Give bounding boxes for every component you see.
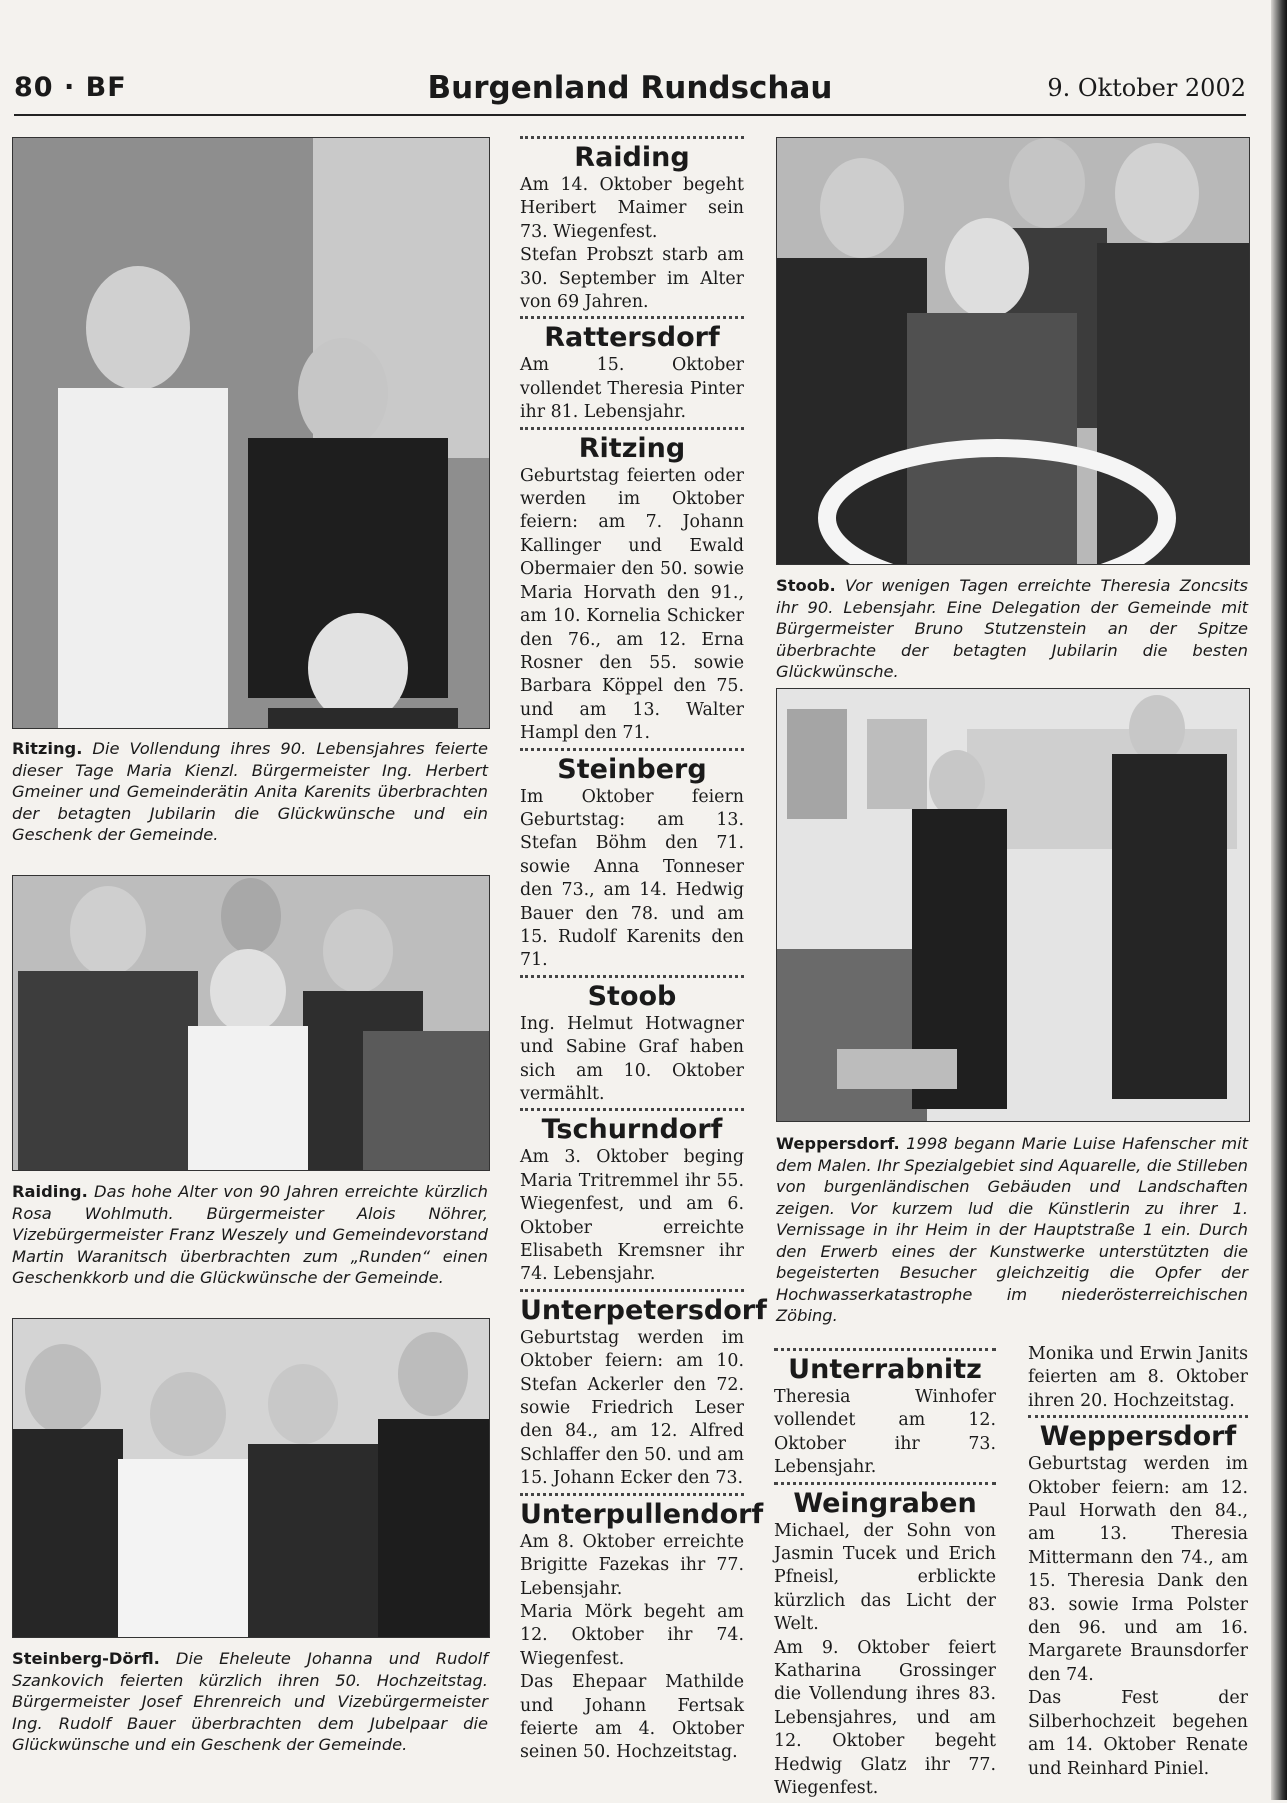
section-weingraben: [774, 1482, 996, 1801]
right-column-b: [1028, 1343, 1248, 1783]
section-body: [520, 1146, 744, 1286]
section-paragraph: Am 3. Oktober beging Maria Tritremmel ihr 55. Wiegenfest, und am 6. Oktober erreichte Elisabeth Kremsner ihr 74. Lebensjahr.: [520, 1147, 744, 1285]
section-paragraph: Im Oktober feiern Geburtstag: am 13. Stefan Böhm den 71. sowie Anna Tonneser den 73., am 14. Hedwig Bauer den 78. und am 15. Rudolf Karenits den 71.: [520, 786, 744, 971]
section-paragraph: Geburtstag werden im Oktober feiern: am 10. Stefan Ackerler den 72. sowie Friedrich Leser den 84., am 12. Alfred Schlaffer den 50. und am 15. Johann Ecker den 73.: [520, 1327, 744, 1489]
section-title: Ritzing: [578, 432, 686, 464]
section-paragraph: Geburtstag werden im Oktober feiern: am 12. Paul Horwath den 84., am 13. Theresia Mittermann den 74., am 15. Theresia Dank den 83. sowie Irma Polster den 96. und am 16. Margarete Braunsdorfer den 74.: [1028, 1454, 1248, 1685]
section-body: [774, 1520, 996, 1801]
caption-text: 1998 begann Marie Luise Hafenscher mit dem Malen. Ihr Spezialgebiet sind Aquarelle, die Stilleben von burgenländischen Gebäuden und Landschaften zeigen. Vor kurzem lud die Künstlerin zu ihrer 1. Vernissage in ihr Heim in der Hauptstraße 1 ein. Durch den Erwerb eines der Kunstwerke unterstützten die begeisterten Besucher gleichzeitig die Opfer der Hochwasserkatastrophe im niederösterreichischen Zöbing.: [776, 1134, 1248, 1325]
section-body: [520, 465, 744, 746]
caption-place: Raiding.: [12, 1182, 88, 1201]
page-header: [14, 70, 1246, 116]
caption-place: Steinberg-Dörfl.: [12, 1649, 160, 1668]
section-tschurndorf: [520, 1108, 744, 1286]
section-paragraph: Das Fest der Silberhochzeit begehen am 14. Oktober Renate und Reinhard Piniel.: [1028, 1688, 1248, 1779]
section-paragraph: Ing. Helmut Hotwagner und Sabine Graf haben sich am 10. Oktober vermählt.: [520, 1013, 744, 1104]
section-paragraph: Michael, der Sohn von Jasmin Tucek und Erich Pfneisl, erblickte kürzlich das Licht der Welt.: [774, 1520, 996, 1635]
section-title: Steinberg: [557, 753, 707, 785]
caption-place: Weppersdorf.: [776, 1134, 900, 1153]
caption-steinberg-doerfl: [12, 1648, 488, 1756]
section-body: [520, 354, 744, 424]
dotted-divider: [520, 1108, 744, 1111]
dotted-divider: [774, 1482, 996, 1485]
section-stoob: [520, 975, 744, 1107]
section-ritzing: [520, 427, 744, 746]
right-column-a: [774, 1348, 996, 1803]
section-body: [1028, 1453, 1248, 1781]
dotted-divider: [520, 427, 744, 430]
section-paragraph: Am 15. Oktober vollendet Theresia Pinter ihr 81. Lebensjahr.: [520, 355, 744, 423]
caption-place: Stoob.: [776, 576, 836, 595]
section-title: Weppersdorf: [1039, 1421, 1237, 1453]
section-unterpullendorf: [520, 1493, 764, 1765]
section-title: Weingraben: [793, 1487, 977, 1519]
section-body: [520, 1013, 744, 1107]
caption-ritzing: [12, 738, 488, 846]
middle-column: [520, 136, 767, 1767]
section-title: Unterpetersdorf: [520, 1294, 767, 1326]
section-unterpetersdorf: [520, 1289, 767, 1491]
dotted-divider: [520, 1493, 744, 1496]
section-paragraph: Am 8. Oktober erreichte Brigitte Fazekas ihr 77. Lebensjahr.: [520, 1531, 744, 1599]
section-body: [774, 1386, 996, 1480]
dotted-divider: [1028, 1415, 1248, 1418]
dotted-divider: [774, 1348, 996, 1351]
section-raiding: [520, 136, 744, 314]
section-body: [520, 786, 744, 973]
photo-weppersdorf: [776, 688, 1250, 1122]
photo-stoob: [776, 137, 1250, 565]
section-paragraph: Stefan Probszt starb am 30. September im Alter von 69 Jahren.: [520, 245, 744, 313]
section-steinberg: [520, 748, 744, 973]
caption-text: Das hohe Alter von 90 Jahren erreichte kürzlich Rosa Wohlmuth. Bürgermeister Alois Nöhrer, Vizebürgermeister Franz Weszely und Gemeindevorstand Martin Waranitsch überbrachten zum „Runden“ einen Geschenkkorb und die Glückwünsche der Gemeinde.: [12, 1182, 488, 1287]
photo-steinberg-doerfl: [12, 1318, 490, 1638]
page-section-label: 80 · BF: [14, 72, 127, 103]
section-weppersdorf: [1028, 1415, 1248, 1781]
janits-anniversary-text: Monika und Erwin Janits feierten am 8. Oktober ihren 20. Hochzeitstag.: [1028, 1344, 1248, 1411]
page-edge: [1271, 0, 1287, 1800]
caption-text: Die Eheleute Johanna und Rudolf Szankovich feierten kürzlich ihren 50. Hochzeitstag. Bürgermeister Josef Ehrenreich und Vizebürgermeister Ing. Rudolf Bauer überbrachten dem Jubelpaar die Glückwünsche und ein Geschenk der Gemeinde.: [12, 1649, 488, 1754]
section-body: [520, 1327, 744, 1491]
dotted-divider: [520, 1289, 744, 1292]
newspaper-title: Burgenland Rundschau: [427, 70, 833, 106]
section-paragraph: Das Ehepaar Mathilde und Johann Fertsak feierte am 4. Oktober seinen 50. Hochzeitstag.: [520, 1672, 744, 1763]
photo-raiding: [12, 875, 490, 1171]
dotted-divider: [520, 316, 744, 319]
section-title: Rattersdorf: [544, 322, 720, 354]
dotted-divider: [520, 748, 744, 751]
section-paragraph: Am 14. Oktober begeht Heribert Maimer sein 73. Wiegenfest.: [520, 175, 744, 242]
section-paragraph: Am 9. Oktober feiert Katharina Grossinger die Vollendung ihres 83. Lebensjahres, und am 12. Oktober begeht Hedwig Glatz ihr 77. Wiegenfest.: [774, 1637, 996, 1799]
caption-text: Die Vollendung ihres 90. Lebensjahres feierte dieser Tage Maria Kienzl. Bürgermeister Ing. Herbert Gmeiner und Gemeinderätin Anita Karenits überbrachten der betagten Jubilarin die Glückwünsche und ein Geschenk der Gemeinde.: [12, 739, 488, 844]
caption-weppersdorf: [776, 1133, 1248, 1327]
section-title: Tschurndorf: [541, 1114, 723, 1146]
issue-date: 9. Oktober 2002: [1047, 74, 1246, 102]
section-rattersdorf: [520, 316, 744, 424]
dotted-divider: [520, 975, 744, 978]
section-paragraph: Geburtstag feierten oder werden im Oktober feiern: am 7. Johann Kallinger und Ewald Obermaier den 50. sowie Maria Horvath den 91., am 10. Kornelia Schicker den 76., am 12. Erna Rosner den 55. sowie Barbara Köppel den 75. und am 13. Walter Hampl den 71.: [520, 465, 744, 744]
caption-stoob: [776, 575, 1248, 683]
section-title: Unterpullendorf: [520, 1498, 764, 1530]
section-title: Unterrabnitz: [788, 1354, 982, 1385]
section-body: [520, 174, 744, 314]
section-title: Raiding: [574, 142, 690, 173]
section-title: Stoob: [587, 980, 677, 1012]
caption-text: Vor wenigen Tagen erreichte Theresia Zoncsits ihr 90. Lebensjahr. Eine Delegation der Gemeinde mit Bürgermeister Bruno Stutzenstein an der Spitze überbrachte der betagten Jubilarin die besten Glückwünsche.: [776, 576, 1248, 681]
dotted-divider: [520, 136, 744, 139]
photo-ritzing: [12, 137, 490, 729]
section-paragraph: Theresia Winhofer vollendet am 12. Oktober ihr 73. Lebensjahr.: [774, 1387, 996, 1478]
caption-place: Ritzing.: [12, 739, 83, 758]
section-paragraph: Maria Mörk begeht am 12. Oktober ihr 74. Wiegenfest.: [520, 1601, 744, 1669]
section-body: [520, 1531, 744, 1765]
caption-raiding: [12, 1181, 488, 1289]
section-unterrabnitz: [774, 1348, 996, 1480]
